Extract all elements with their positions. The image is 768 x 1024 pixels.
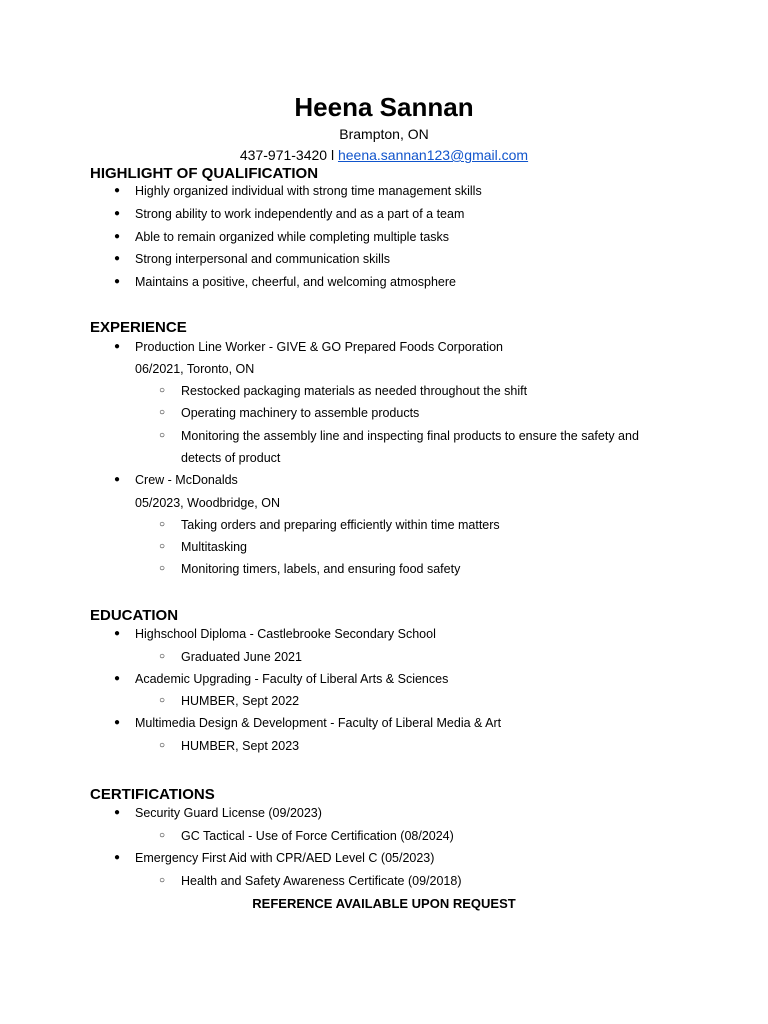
education-item: Highschool Diploma - Castlebrooke Secondary School [135, 627, 436, 641]
job-duty: Restocked packaging materials as needed throughout the shift [181, 384, 528, 398]
certification-detail: GC Tactical - Use of Force Certification (08/2024) [181, 829, 454, 843]
highlight-item: Able to remain organized while completing multiple tasks [135, 230, 450, 244]
sub-bullet-icon: ○ [159, 430, 166, 441]
sub-bullet-icon: ○ [159, 519, 166, 530]
sub-bullet-icon: ○ [159, 407, 166, 418]
sub-bullet-icon: ○ [159, 651, 166, 662]
section-heading-certifications: CERTIFICATIONS [90, 786, 215, 803]
sub-bullet-icon: ○ [159, 830, 166, 841]
job-duty: Monitoring timers, labels, and ensuring food safety [181, 562, 461, 576]
job-title: Crew - McDonalds [135, 473, 238, 487]
bullet-icon: ● [114, 253, 121, 264]
certification-detail: Health and Safety Awareness Certificate (09/2018) [181, 874, 462, 888]
bullet-icon: ● [114, 628, 121, 639]
reference-note: REFERENCE AVAILABLE UPON REQUEST [252, 896, 516, 911]
certification-item: Emergency First Aid with CPR/AED Level C (05/2023) [135, 851, 435, 865]
section-heading-experience: EXPERIENCE [90, 319, 187, 336]
education-detail: Graduated June 2021 [181, 650, 302, 664]
job-duty-continued: detects of product [181, 451, 281, 465]
highlight-item: Maintains a positive, cheerful, and welcoming atmosphere [135, 275, 457, 289]
education-detail: HUMBER, Sept 2022 [181, 694, 300, 708]
job-meta: 06/2021, Toronto, ON [135, 362, 255, 376]
section-heading-education: EDUCATION [90, 607, 179, 624]
bullet-icon: ● [114, 673, 121, 684]
highlight-item: Highly organized individual with strong time management skills [135, 184, 482, 198]
sub-bullet-icon: ○ [159, 541, 166, 552]
job-meta: 05/2023, Woodbridge, ON [135, 496, 281, 510]
phone-number: 437-971-3420 l [239, 147, 335, 163]
job-duty: Taking orders and preparing efficiently within time matters [181, 518, 500, 532]
contact-line [0, 146, 768, 164]
candidate-name: Heena Sannan [294, 92, 474, 122]
highlight-item: Strong ability to work independently and as a part of a team [135, 207, 465, 221]
highlight-item: Strong interpersonal and communication skills [135, 252, 390, 266]
education-item: Academic Upgrading - Faculty of Liberal Arts & Sciences [135, 672, 449, 686]
bullet-icon: ● [114, 231, 121, 242]
certification-item: Security Guard License (09/2023) [135, 806, 322, 820]
sub-bullet-icon: ○ [159, 563, 166, 574]
bullet-icon: ● [114, 185, 121, 196]
sub-bullet-icon: ○ [159, 740, 166, 751]
education-detail: HUMBER, Sept 2023 [181, 739, 300, 753]
job-duty: Operating machinery to assemble products [181, 406, 420, 420]
bullet-icon: ● [114, 807, 121, 818]
job-duty: Monitoring the assembly line and inspecting final products to ensure the safety and [181, 429, 639, 443]
bullet-icon: ● [114, 717, 121, 728]
email-link[interactable]: heena.sannan123@gmail.com [337, 147, 529, 163]
job-duty: Multitasking [181, 540, 247, 554]
section-heading-highlights: HIGHLIGHT OF QUALIFICATION [90, 165, 319, 182]
education-item: Multimedia Design & Development - Faculty of Liberal Media & Art [135, 716, 502, 730]
sub-bullet-icon: ○ [159, 695, 166, 706]
bullet-icon: ● [114, 276, 121, 287]
sub-bullet-icon: ○ [159, 875, 166, 886]
job-title: Production Line Worker - GIVE & GO Prepared Foods Corporation [135, 340, 503, 354]
bullet-icon: ● [114, 341, 121, 352]
sub-bullet-icon: ○ [159, 385, 166, 396]
bullet-icon: ● [114, 474, 121, 485]
bullet-icon: ● [114, 852, 121, 863]
candidate-location: Brampton, ON [339, 126, 429, 142]
bullet-icon: ● [114, 208, 121, 219]
